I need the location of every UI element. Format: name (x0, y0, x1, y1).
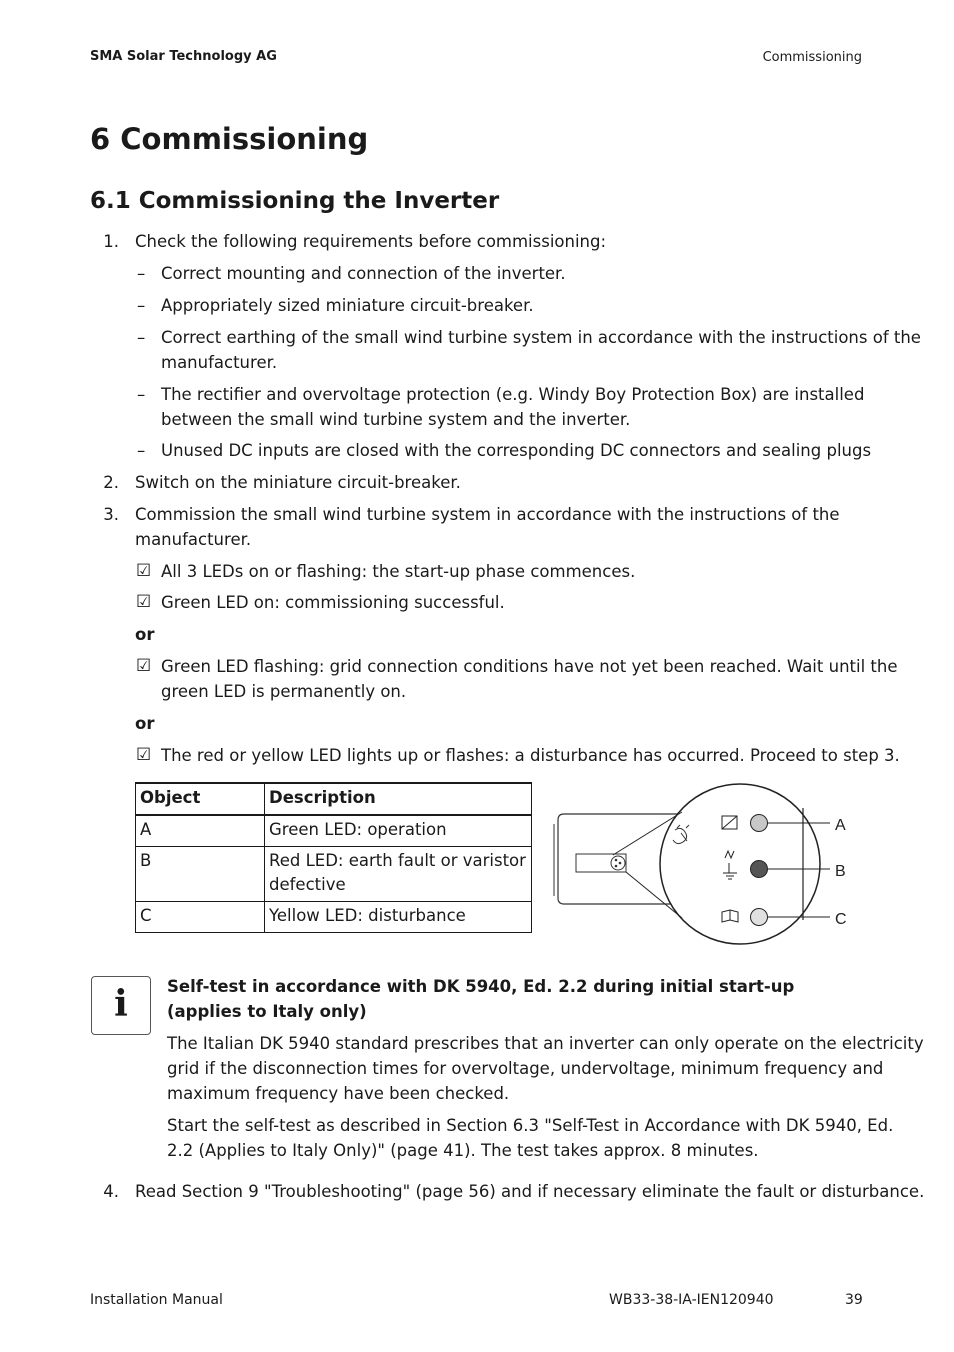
step-text: Commission the small wind turbine system in accordance with the instructions of the (135, 505, 840, 524)
header-company: SMA Solar Technology AG (90, 49, 277, 64)
step-text: Switch on the miniature circuit-breaker. (135, 473, 461, 492)
table-cell-object: A (136, 815, 265, 847)
requirement-item: Correct mounting and connection of the inverter. (161, 264, 566, 283)
dash-bullet: – (137, 296, 146, 315)
table-header-description: Description (265, 783, 532, 815)
step-number: 4. (103, 1182, 119, 1201)
result-item: The red or yellow LED lights up or flashes: a disturbance has occurred. Proceed to step 3. (161, 746, 900, 765)
requirement-item-cont: manufacturer. (161, 353, 278, 372)
result-item: Green LED on: commissioning successful. (161, 593, 505, 612)
magnifier-circle (660, 784, 820, 944)
footer-doc-id: WB33-38-IA-IEN120940 (609, 1292, 774, 1308)
inverter-led-figure (548, 778, 858, 948)
info-icon: i (91, 976, 151, 1035)
note-paragraph-line: Start the self-test as described in Section 6.3 "Self-Test in Accordance with DK 5940, Ed. (167, 1116, 894, 1135)
manual-book-icon (722, 910, 738, 922)
table-cell-object: C (136, 902, 265, 933)
led-c (751, 909, 768, 926)
description-line: Red LED: earth fault or varistor (269, 851, 526, 870)
footer-page-number: 39 (845, 1292, 863, 1308)
step-text: Check the following requirements before commissioning: (135, 232, 607, 251)
table-row (136, 847, 532, 902)
dash-bullet: – (137, 385, 146, 404)
table-cell-description (265, 815, 532, 847)
table-cell-description (265, 847, 532, 902)
note-title: Self-test in accordance with DK 5940, Ed. 2.2 during initial start-up (167, 977, 795, 996)
checkbox-icon: ☑ (136, 656, 152, 676)
section-title: 6.1 Commissioning the Inverter (90, 188, 500, 214)
label-c: C (835, 911, 847, 928)
result-item: All 3 LEDs on or flashing: the start-up phase commences. (161, 562, 636, 581)
note-paragraph-line: grid if the disconnection times for overvoltage, undervoltage, minimum frequency and (167, 1059, 884, 1078)
table-cell-description (265, 902, 532, 933)
requirement-item-cont: between the small wind turbine system and the inverter. (161, 410, 631, 429)
description-line: Yellow LED: disturbance (269, 906, 466, 925)
step-text: Read Section 9 "Troubleshooting" (page 56) and if necessary eliminate the fault or disturbance. (135, 1182, 925, 1201)
note-paragraph-line: The Italian DK 5940 standard prescribes that an inverter can only operate on the electricity (167, 1034, 924, 1053)
footer-manual-name: Installation Manual (90, 1292, 223, 1308)
description-line: defective (269, 875, 346, 894)
led-b (751, 861, 768, 878)
or-separator: or (135, 625, 155, 644)
inverter-icon (722, 816, 737, 829)
label-b: B (835, 863, 846, 880)
table-cell-object: B (136, 847, 265, 902)
result-item-cont: green LED is permanently on. (161, 682, 407, 701)
checkbox-icon: ☑ (136, 592, 152, 612)
requirement-item: Appropriately sized miniature circuit-breaker. (161, 296, 534, 315)
requirement-item: Unused DC inputs are closed with the corresponding DC connectors and sealing plugs (161, 441, 872, 460)
requirement-item: The rectifier and overvoltage protection (e.g. Windy Boy Protection Box) are installed (161, 385, 865, 404)
led-a (751, 815, 768, 832)
step-number: 1. (103, 232, 119, 251)
table-row (136, 902, 532, 933)
note-paragraph-line: maximum frequency have been checked. (167, 1084, 510, 1103)
dash-bullet: – (137, 328, 146, 347)
label-a: A (835, 817, 846, 834)
chapter-title: 6 Commissioning (90, 122, 369, 156)
step-number: 2. (103, 473, 119, 492)
step-number: 3. (103, 505, 119, 524)
dash-bullet: – (137, 441, 146, 460)
table-row (136, 815, 532, 847)
header-chapter-ref: Commissioning (762, 50, 862, 65)
checkbox-icon: ☑ (136, 745, 152, 765)
note-title-cont: (applies to Italy only) (167, 1002, 367, 1021)
checkbox-icon: ☑ (136, 561, 152, 581)
or-separator: or (135, 714, 155, 733)
requirement-item: Correct earthing of the small wind turbine system in accordance with the instructions of the (161, 328, 921, 347)
table-header-object: Object (136, 783, 265, 815)
step-text-cont: manufacturer. (135, 530, 252, 549)
note-paragraph-line: 2.2 (Applies to Italy Only)" (page 41). The test takes approx. 8 minutes. (167, 1141, 759, 1160)
table-header-row (136, 783, 532, 815)
result-item: Green LED flashing: grid connection conditions have not yet been reached. Wait until the (161, 657, 898, 676)
led-table (135, 782, 532, 933)
description-line: Green LED: operation (269, 820, 447, 839)
dash-bullet: – (137, 264, 146, 283)
